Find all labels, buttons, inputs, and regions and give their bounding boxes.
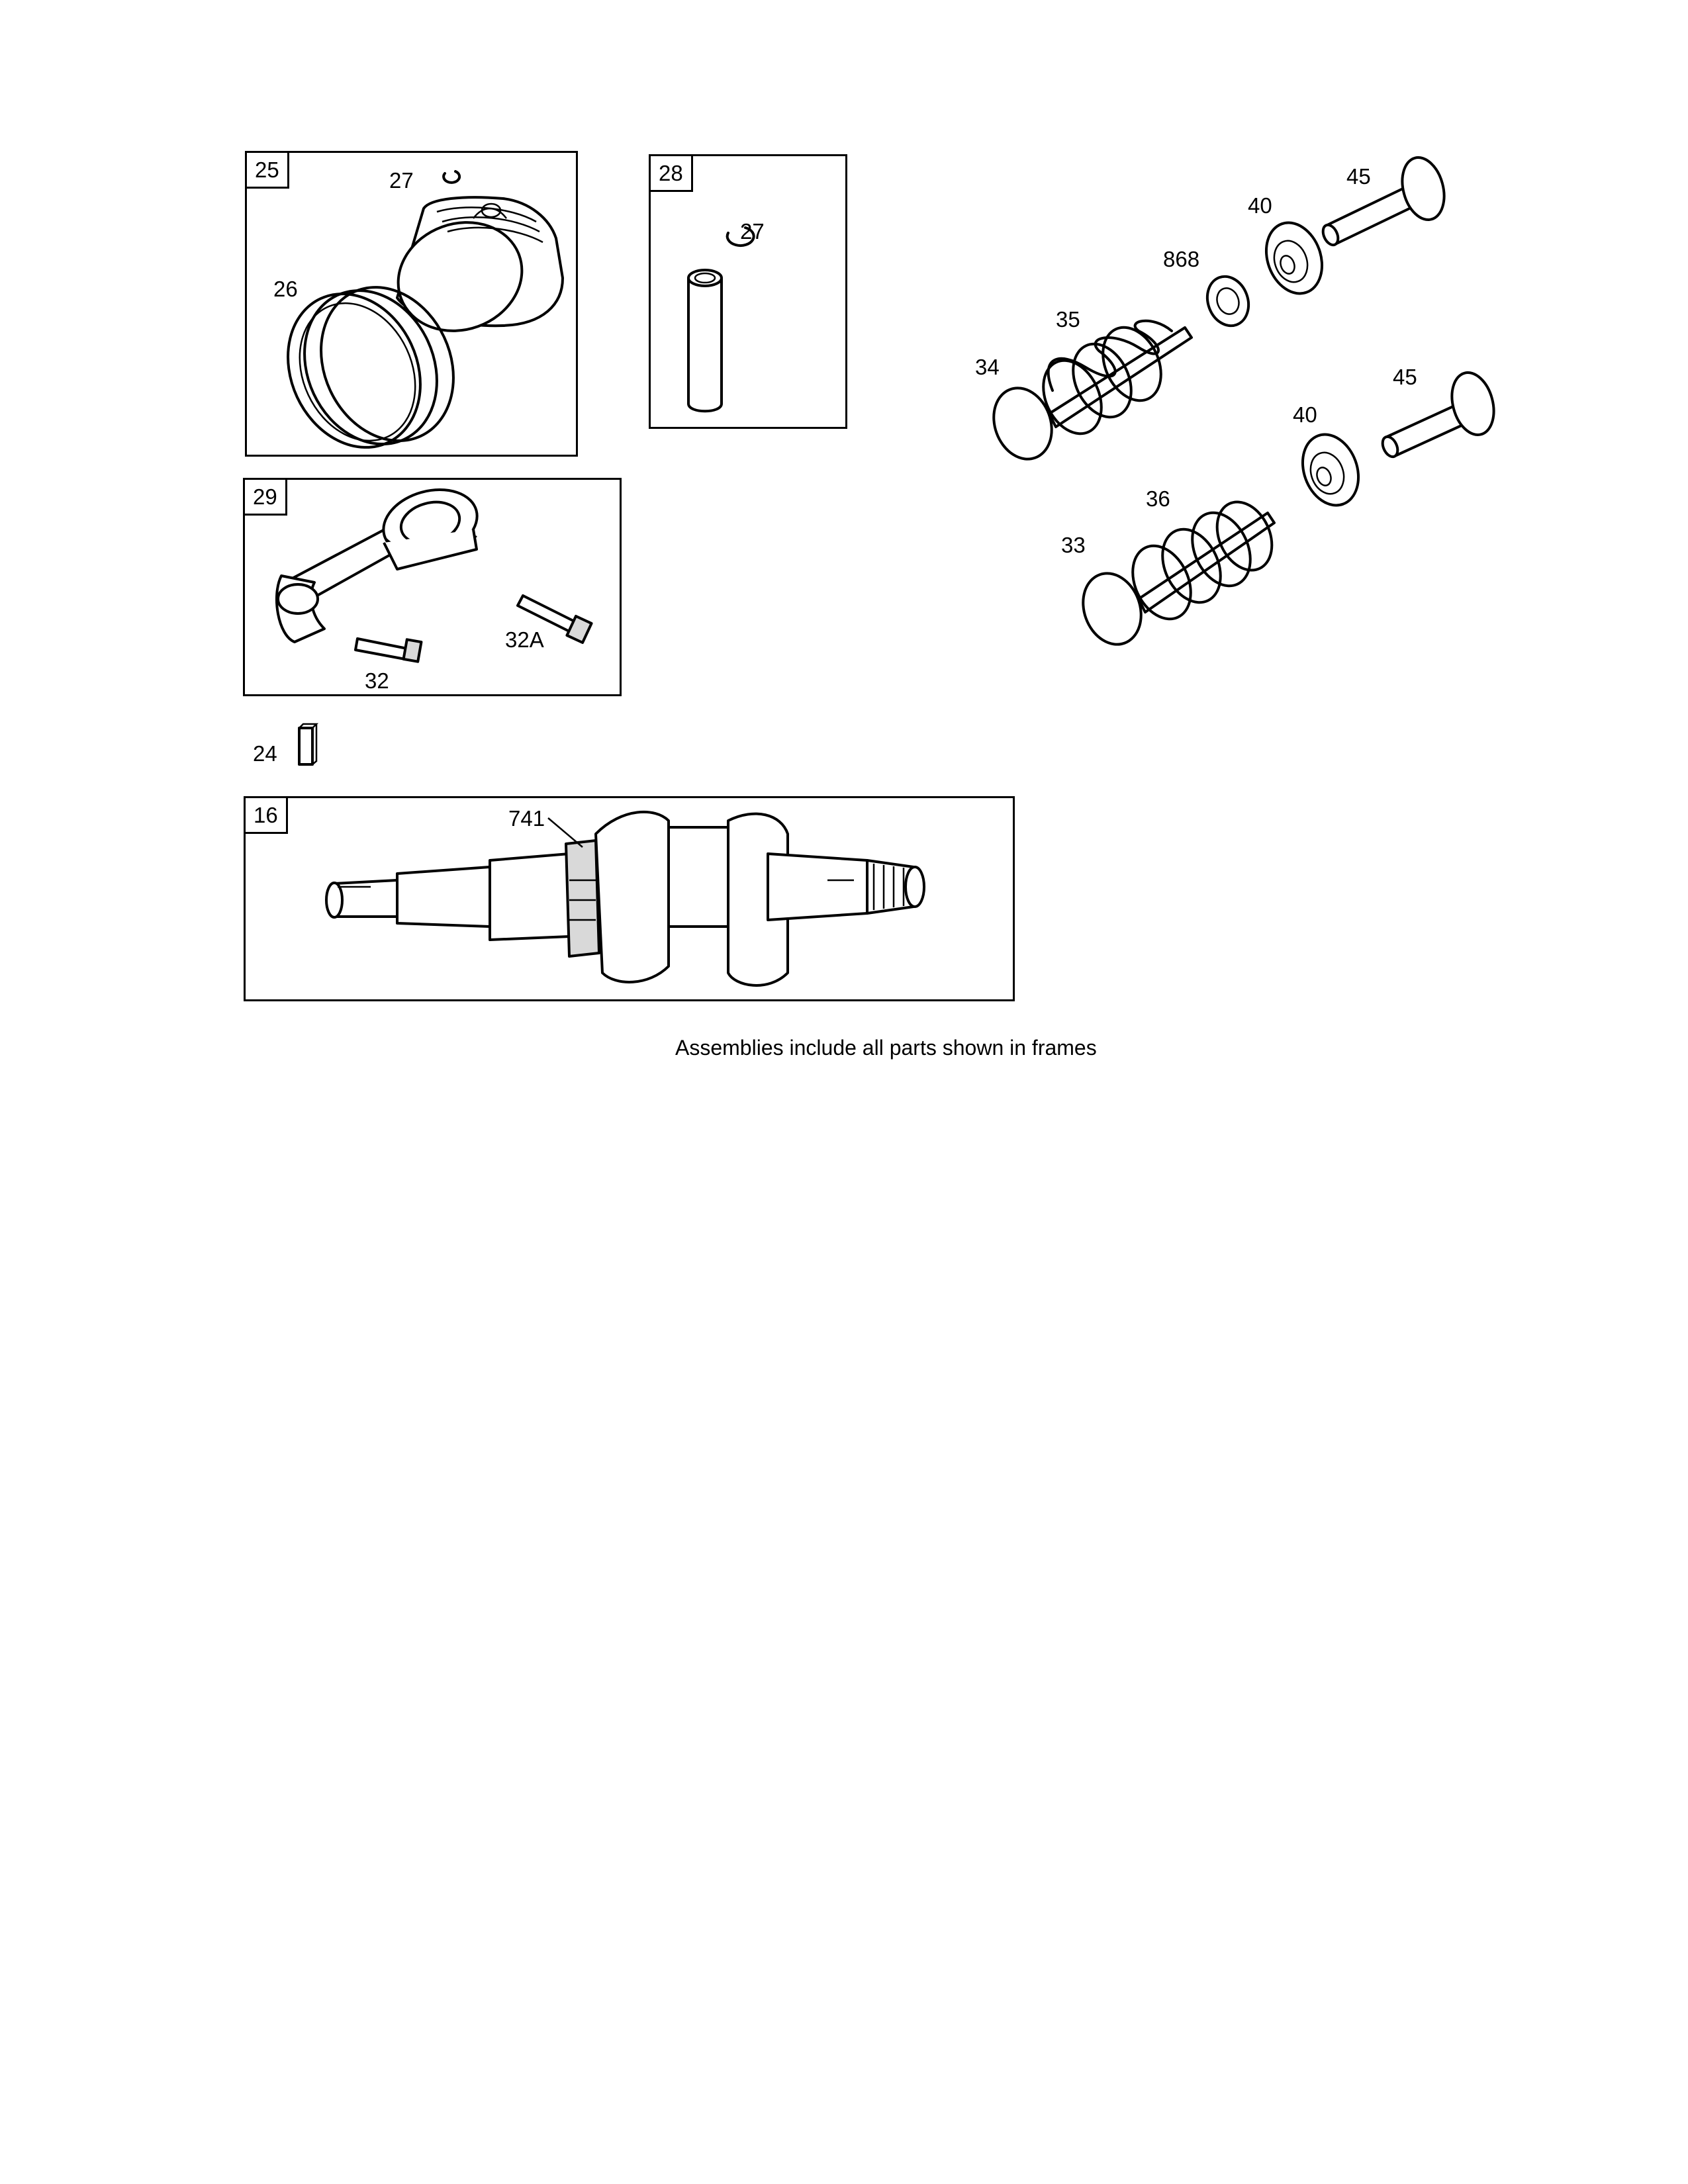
part-label-40: 40 — [1293, 402, 1317, 427]
tappet-icon — [1320, 153, 1450, 248]
part-label-868: 868 — [1163, 247, 1200, 271]
part-label-36: 36 — [1146, 486, 1170, 511]
valve-retainer-icon — [1293, 427, 1368, 514]
part-label-35: 35 — [1056, 307, 1080, 332]
crankshaft-key-icon — [299, 724, 316, 764]
part-label-27: 27 — [740, 219, 765, 244]
part-label-45: 45 — [1346, 164, 1371, 189]
frame-number: 16 — [246, 798, 288, 834]
piston-pin-icon — [688, 270, 722, 411]
part-label-40: 40 — [1248, 193, 1272, 218]
frame-number: 29 — [245, 480, 287, 516]
piston-icon — [383, 197, 563, 348]
part-label-34: 34 — [975, 355, 1000, 379]
valve-seal-icon — [1201, 271, 1255, 332]
part-label-32: 32 — [365, 668, 389, 693]
part-label-32a: 32A — [505, 627, 544, 652]
frame-number: 28 — [651, 156, 693, 192]
part-label-27: 27 — [389, 168, 414, 193]
part-label-26: 26 — [273, 277, 298, 301]
connecting-rod-icon — [277, 480, 485, 642]
diagram-caption: Assemblies include all parts shown in frames — [675, 1036, 1097, 1060]
connecting-rod-bolt-icon — [355, 639, 421, 662]
part-label-45: 45 — [1393, 365, 1417, 389]
valve-icon — [984, 328, 1192, 467]
valve-retainer-icon — [1257, 215, 1332, 302]
part-label-33: 33 — [1061, 533, 1086, 557]
part-label-24: 24 — [253, 741, 277, 766]
part-label-741: 741 — [508, 806, 545, 831]
retainer-clip-icon — [444, 171, 459, 183]
frame-number: 25 — [247, 153, 289, 189]
crankshaft-icon — [326, 812, 924, 985]
